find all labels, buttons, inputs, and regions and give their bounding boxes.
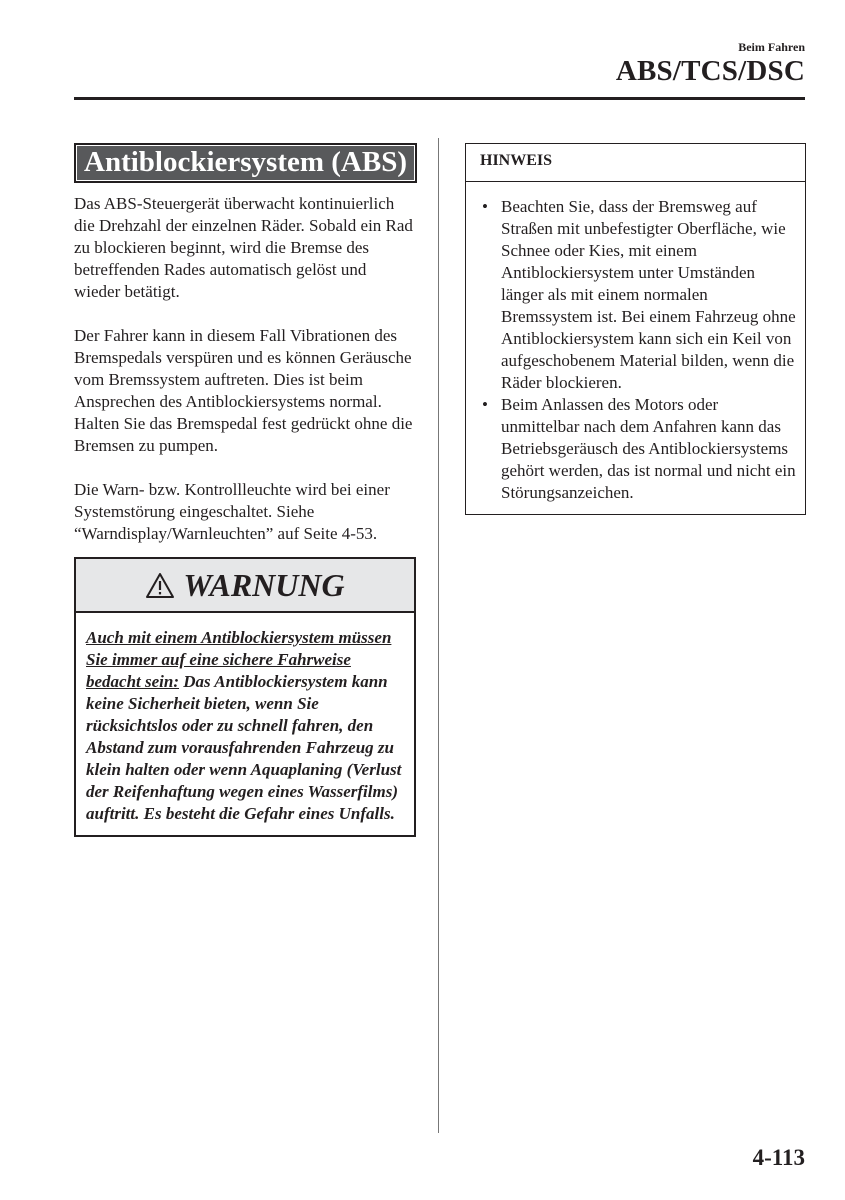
body-paragraph-2: Der Fahrer kann in diesem Fall Vibrationen des Bremspedals verspüren und es können Geräusche vom Bremssystem auftreten. Dies ist beim Ansprechen des Antiblockiersystems normal. Halten Sie das Bremspedal fest gedrückt ohne die Bremsen zu pumpen. — [74, 326, 413, 455]
warning-body-text: Das Antiblockiersystem kann keine Sicherheit bieten, wenn Sie rücksichtslos oder zu schnell fahren, den Abstand zum vorausfahrenden Fahrzeug zu klein halten oder wenn Aquaplaning (Verlust der Reifenhaftung wegen eines Wasserfilms) auftritt. Es besteht die Gefahr eines Unfalls. — [86, 672, 402, 823]
note-item-2 — [480, 394, 797, 504]
note-item-text: Beachten Sie, dass der Bremsweg auf Straßen mit unbefestigter Oberfläche, wie Schnee oder Kies, mit einem Antiblockiersystem unter Umständen länger als mit einem normalen Bremssystem ist. Bei einem Fahrzeug ohne Antiblockiersystem kann sich ein Keil von aufgeschobenem Material bilden, wenn die Räder blockieren. — [501, 197, 796, 392]
column-divider — [438, 138, 439, 1133]
warning-lead-text: Auch mit einem Antiblockiersystem müssen Sie immer auf eine sichere Fahrweise bedacht sein: — [86, 628, 392, 691]
warning-body — [76, 613, 414, 835]
body-paragraph-3: Die Warn- bzw. Kontrollleuchte wird bei einer Systemstörung eingeschaltet. Siehe “Warndisplay/Warnleuchten” auf Seite 4-53. — [74, 480, 390, 543]
left-column — [74, 143, 416, 837]
warning-header — [76, 559, 414, 613]
body-paragraph-1: Das ABS-Steuergerät überwacht kontinuierlich die Drehzahl der einzelnen Räder. Sobald ein Rad zu blockieren beginnt, wird die Bremse des betreffenden Rades automatisch gelöst und wieder betätigt. — [74, 194, 413, 301]
warning-title: WARNUNG — [183, 566, 345, 603]
note-list — [466, 182, 805, 514]
page-number: 4-113 — [752, 1145, 805, 1170]
warning-triangle-icon — [145, 572, 175, 599]
note-box — [465, 143, 806, 515]
header-section-label: Beim Fahren — [738, 40, 805, 54]
note-item-text: Beim Anlassen des Motors oder unmittelbar nach dem Anfahren kann das Betriebsgeräusch des Antiblockiersystems gehört werden, das ist normal und nicht ein Störungsanzeichen. — [501, 395, 796, 502]
section-heading: Antiblockiersystem (ABS) — [74, 143, 417, 183]
right-column — [465, 143, 806, 515]
warning-box — [74, 557, 416, 837]
bullet-icon: • — [482, 395, 488, 414]
note-item-1 — [480, 196, 797, 394]
page-title: ABS/TCS/DSC — [615, 55, 805, 87]
note-heading: HINWEIS — [466, 144, 805, 182]
header-divider — [74, 97, 805, 100]
bullet-icon: • — [482, 197, 488, 216]
